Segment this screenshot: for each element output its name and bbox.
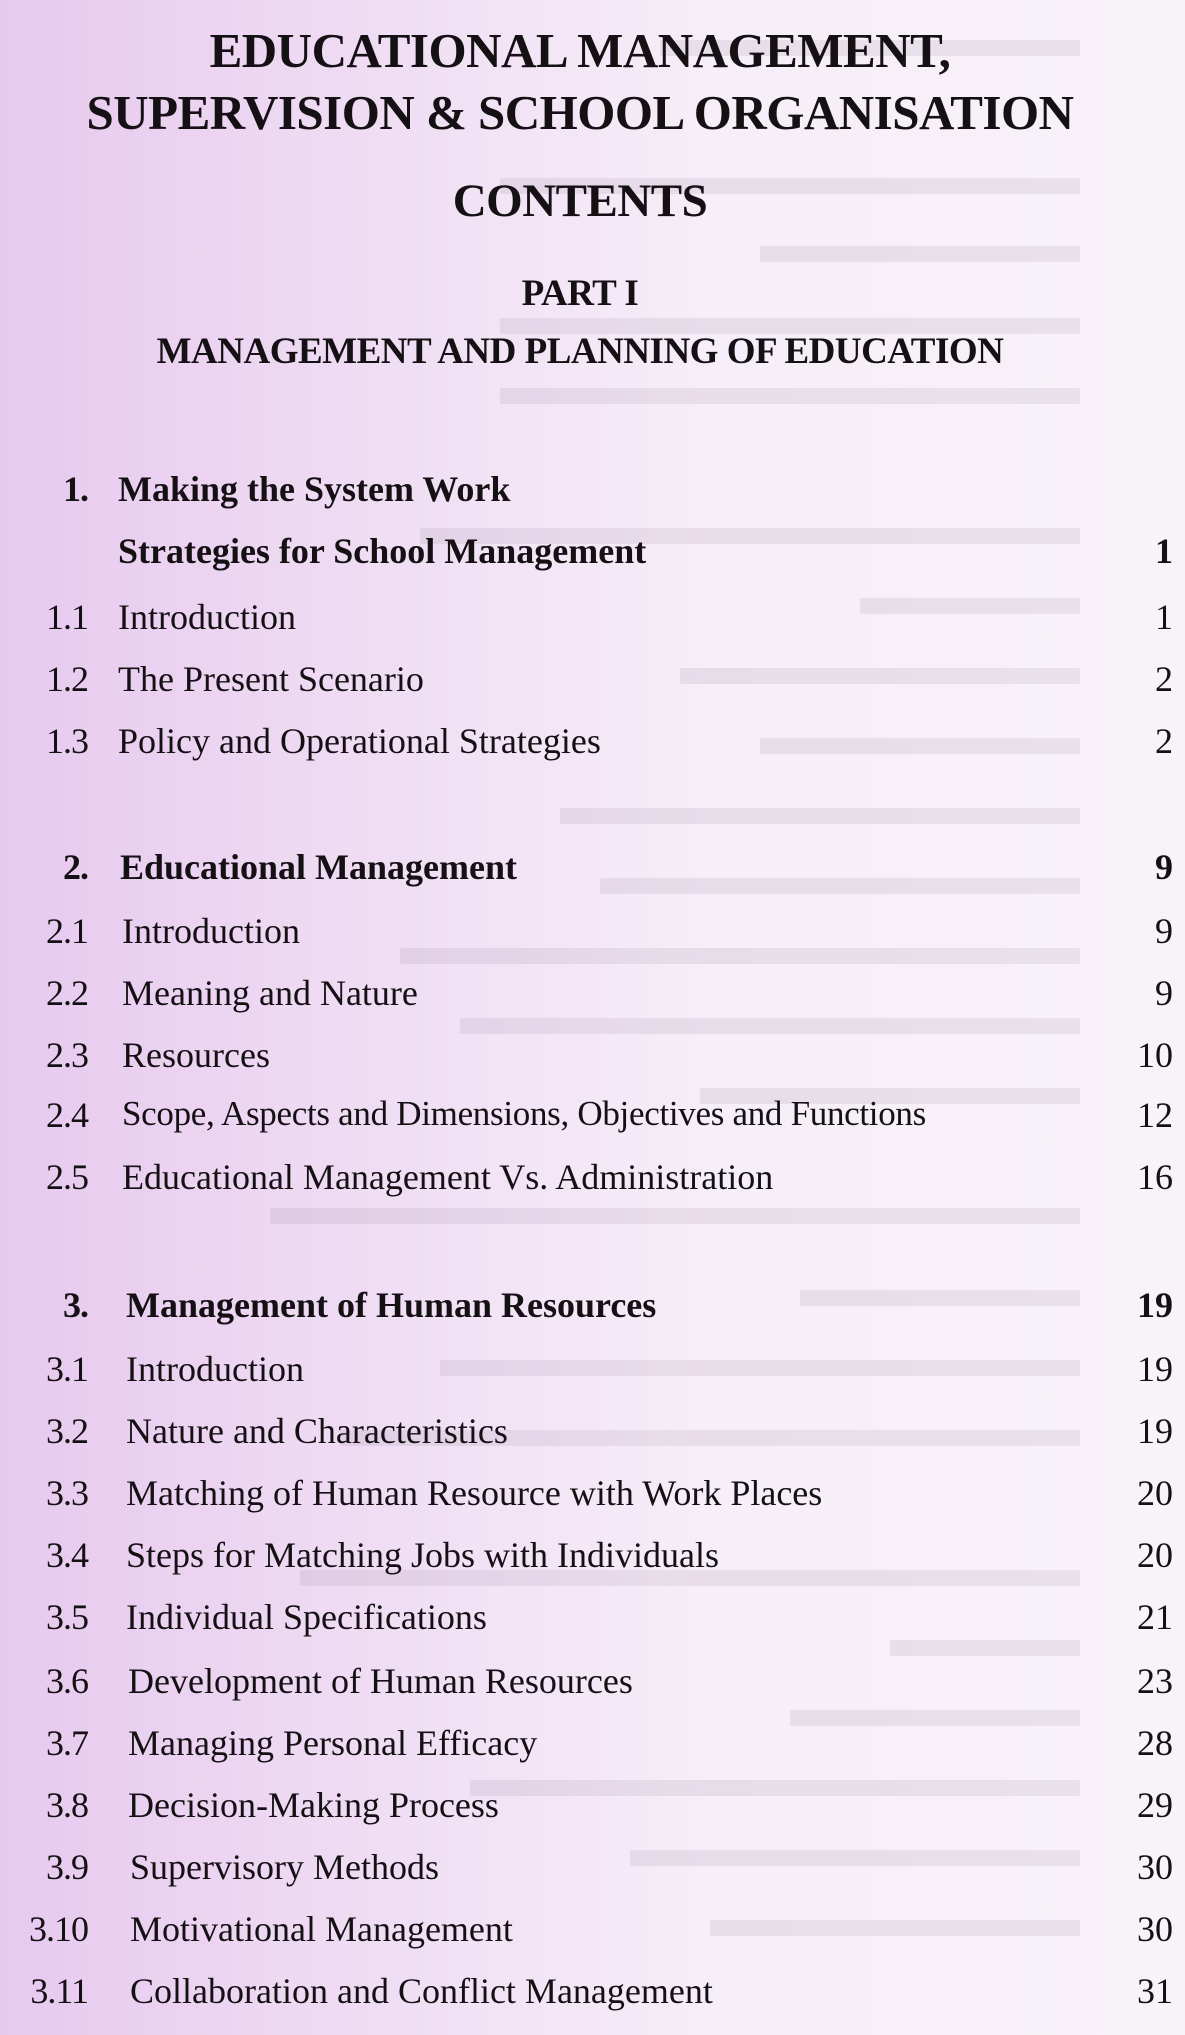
chapter-1-subtitle [0,530,1185,580]
chapter-number: 2. [63,847,88,887]
section-page-number: 10 [1137,1035,1173,1075]
chapter-title: Management of Human Resources [126,1285,657,1325]
toc-row-3-1 [0,1348,1185,1398]
toc-row-3-9 [0,1846,1185,1896]
section-number: 3.8 [46,1785,88,1825]
toc-row-3-3 [0,1472,1185,1522]
chapter-title-line-1: Making the System Work [118,469,511,509]
section-number: 3.10 [29,1909,88,1949]
part-title: MANAGEMENT AND PLANNING OF EDUCATION [156,331,1004,372]
toc-row-1-1 [0,596,1185,646]
section-number: 3.7 [46,1723,88,1763]
chapter-title-line-2: Strategies for School Management [118,531,647,571]
toc-row-2-4 [0,1094,1185,1144]
section-page-number: 28 [1137,1723,1173,1763]
toc-row-2-1 [0,910,1185,960]
section-page-number: 30 [1137,1847,1173,1887]
part-label: PART I [521,273,639,314]
section-title: Managing Personal Efficacy [128,1723,538,1763]
section-page-number: 19 [1137,1349,1173,1389]
chapter-number: 1. [63,469,88,509]
section-page-number: 1 [1155,597,1173,637]
section-number: 2.2 [46,973,88,1013]
section-number: 2.1 [46,911,88,951]
section-number: 3.9 [46,1847,88,1887]
section-page-number: 16 [1137,1157,1173,1197]
section-page-number: 12 [1137,1095,1173,1135]
section-title: Motivational Management [130,1909,513,1949]
toc-row-3-6 [0,1660,1185,1710]
section-title: Scope, Aspects and Dimensions, Objectives and Functions [122,1094,926,1133]
section-number: 1.1 [46,597,88,637]
section-number: 2.5 [46,1157,88,1197]
toc-row-3-8 [0,1784,1185,1834]
toc-row-3-4 [0,1534,1185,1584]
chapter-2-heading [0,846,1185,896]
section-title: Supervisory Methods [130,1847,439,1887]
section-title: Matching of Human Resource with Work Places [126,1473,823,1513]
chapter-number: 3. [63,1285,88,1325]
section-title: Introduction [122,911,300,951]
section-title: Policy and Operational Strategies [118,721,601,761]
toc-row-1-3 [0,720,1185,770]
section-number: 1.3 [46,721,88,761]
section-number: 2.3 [46,1035,88,1075]
section-number: 3.3 [46,1473,88,1513]
section-number: 3.4 [46,1535,88,1575]
section-page-number: 19 [1137,1411,1173,1451]
section-title: Introduction [126,1349,304,1389]
section-title: Individual Specifications [126,1597,487,1637]
section-page-number: 30 [1137,1909,1173,1949]
section-title: Introduction [118,597,296,637]
chapter-3-heading [0,1284,1185,1334]
section-title: Resources [122,1035,270,1075]
section-title: Development of Human Resources [128,1661,633,1701]
section-page-number: 23 [1137,1661,1173,1701]
chapter-page-number: 19 [1137,1285,1173,1325]
toc-row-3-10 [0,1908,1185,1958]
book-title-line-2: SUPERVISION & SCHOOL ORGANISATION [86,85,1074,140]
chapter-1-heading [0,468,1185,518]
toc-row-1-2 [0,658,1185,708]
section-title: Nature and Characteristics [126,1411,508,1451]
section-page-number: 2 [1155,659,1173,699]
chapter-title: Educational Management [120,847,518,887]
section-number: 3.1 [46,1349,88,1389]
toc-row-2-2 [0,972,1185,1022]
toc-row-3-7 [0,1722,1185,1772]
section-page-number: 2 [1155,721,1173,761]
toc-row-2-3 [0,1034,1185,1084]
contents-heading: CONTENTS [452,175,708,227]
section-title: Steps for Matching Jobs with Individuals [126,1535,719,1575]
section-title: The Present Scenario [118,659,424,699]
section-page-number: 29 [1137,1785,1173,1825]
section-number: 3.2 [46,1411,88,1451]
toc-row-2-5 [0,1156,1185,1206]
section-number: 1.2 [46,659,88,699]
toc-row-3-2 [0,1410,1185,1460]
section-title: Educational Management Vs. Administration [122,1157,774,1197]
chapter-page-number: 1 [1155,531,1173,571]
section-page-number: 9 [1155,973,1173,1013]
section-number: 2.4 [46,1095,88,1135]
section-title: Collaboration and Conflict Management [130,1971,713,2011]
section-page-number: 20 [1137,1473,1173,1513]
section-page-number: 21 [1137,1597,1173,1637]
section-title: Decision-Making Process [128,1785,499,1825]
toc-row-3-11 [0,1970,1185,2020]
chapter-page-number: 9 [1155,847,1173,887]
toc-row-3-5 [0,1596,1185,1646]
section-number: 3.5 [46,1597,88,1637]
section-number: 3.11 [30,1971,88,2011]
section-number: 3.6 [46,1661,88,1701]
section-page-number: 20 [1137,1535,1173,1575]
section-page-number: 9 [1155,911,1173,951]
section-title: Meaning and Nature [122,973,418,1013]
book-title-line-1: EDUCATIONAL MANAGEMENT, [209,23,951,78]
section-page-number: 31 [1137,1971,1173,2011]
